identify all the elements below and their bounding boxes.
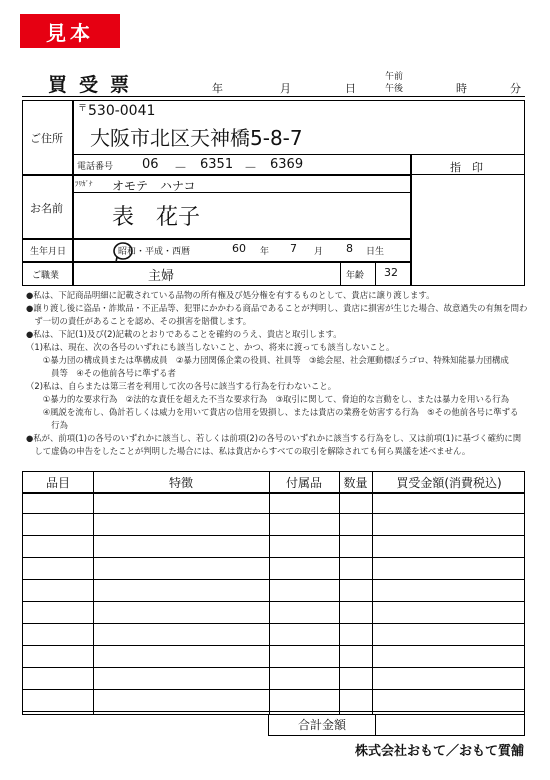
phone-dash1: － (174, 161, 188, 176)
table-row[interactable] (23, 580, 524, 602)
notice-line: ●私は、下記商品明細に記載されている品物の所有権及び処分権を有するものとして、貴店に譲り渡します。 (26, 290, 435, 300)
fingerprint-label: 指 印 (450, 161, 483, 174)
table-row[interactable] (23, 646, 524, 668)
table-row[interactable] (23, 514, 524, 536)
notice-line: （1)私は、現在、次の各号のいずれにも該当しないこと、かつ、将来に渡っても該当しないこと。 (26, 342, 395, 352)
column-header: 買受金額(消費税込) (396, 476, 502, 490)
furigana-label: ﾌﾘｶﾞﾅ (75, 180, 93, 188)
company-name: 株式会社おもて／おもて質舗 (354, 744, 524, 759)
phone-dash2: － (244, 161, 258, 176)
notice-line: ●私は、下記(1)及び(2)記載のとおりであることを確約のうえ、貴店と取引します。 (26, 329, 342, 339)
address-label: ご住所 (30, 132, 63, 145)
notice-line: ず一切の責任があることを認め、その損害を賠償します。 (26, 316, 252, 326)
terms-notice (26, 289, 526, 458)
title-underline (22, 96, 525, 97)
name-label: お名前 (30, 202, 63, 215)
table-row[interactable] (23, 558, 524, 580)
birthdate-label: 生年月日 (30, 247, 67, 257)
birth-day-unit: 日生 (366, 247, 385, 257)
total-label: 合計金額 (269, 714, 376, 735)
notice-line: 行為 (26, 420, 68, 430)
birth-year-unit: 年 (260, 247, 270, 257)
age-label: 年齢 (346, 271, 365, 281)
column-header: 付属品 (285, 476, 322, 490)
notice-line: ①暴力団の構成員または準構成員 ②暴力団関係企業の役員、社員等 ③総会屋、社会運動標ぼうゴロ、特殊知能暴力団構成 (26, 355, 509, 365)
postal-mark: 〒 (78, 104, 88, 114)
era-options: 昭和・平成・西暦 (118, 247, 191, 257)
table-row[interactable] (23, 690, 524, 712)
furigana-value: オモテ ハナコ (112, 179, 196, 193)
table-row[interactable] (23, 602, 524, 624)
hour-label: 時 (456, 82, 467, 95)
items-table (22, 471, 525, 715)
notice-line: （2)私は、自らまたは第三者を利用して次の各号に該当する行為を行わないこと。 (26, 381, 337, 391)
column-header: 特徴 (168, 476, 193, 490)
table-row[interactable] (23, 492, 524, 514)
minute-label: 分 (510, 82, 521, 95)
postal-code: 530-0041 (88, 103, 156, 119)
notice-line: して虚偽の申告をしたことが判明した場合には、私は貴店からすべての取引を解除されても何ら異議を述べません。 (26, 446, 471, 456)
birth-year: 60 (232, 242, 246, 255)
date-day-label: 日 (345, 82, 356, 95)
table-row[interactable] (23, 624, 524, 646)
phone-part2: 6351 (200, 157, 234, 172)
birth-month: 7 (290, 242, 297, 255)
notice-line: ④風説を流布し、偽計若しくは威力を用いて貴店の信用を毀損し、または貴店の業務を妨害する行為 ⑤その他前各号に準ずる (26, 407, 519, 417)
date-month-label: 月 (280, 82, 291, 95)
name-value: 表 花子 (112, 205, 201, 230)
date-year-label: 年 (212, 82, 223, 95)
notice-line: ●譲り渡し後に盗品・詐欺品・不正品等、犯罪にかかわる商品であることが判明し、貴店に損害が生じた場合、故意過失の有無を問わ (26, 303, 528, 313)
table-row[interactable] (23, 668, 524, 690)
column-header: 品目 (45, 476, 70, 490)
age-value: 32 (384, 266, 398, 279)
occupation-label: ご職業 (32, 271, 60, 281)
phone-label: 電話番号 (77, 162, 114, 172)
notice-line: 員等 ④その他前各号に準ずる者 (26, 368, 176, 378)
notice-line: ①暴力的な要求行為 ②法的な責任を超えた不当な要求行為 ③取引に関して、脅迫的な言動をし、または暴力を用いる行為 (26, 394, 509, 404)
table-row[interactable] (23, 536, 524, 558)
column-header: 数量 (343, 476, 368, 490)
document-title: 買受票 (48, 74, 142, 96)
occupation-value: 主婦 (148, 269, 175, 284)
birth-month-unit: 月 (314, 247, 324, 257)
am-pm-label: 午前 午後 (385, 72, 404, 94)
address-value: 大阪市北区天神橋5-8-7 (90, 126, 303, 150)
notice-line: ●私が、前項(1)の各号のいずれかに該当し、若しくは前項(2)の各号のいずれかに該当する行為をし、又は前項(1)に基づく確約に関 (26, 433, 522, 443)
total-value[interactable] (376, 714, 524, 735)
birth-day: 8 (346, 242, 353, 255)
fingerprint-box[interactable] (412, 176, 524, 285)
phone-part3: 6369 (270, 157, 304, 172)
phone-part1: 06 (142, 157, 159, 172)
total-row (268, 714, 525, 736)
sample-stamp: 見本 (20, 14, 120, 48)
